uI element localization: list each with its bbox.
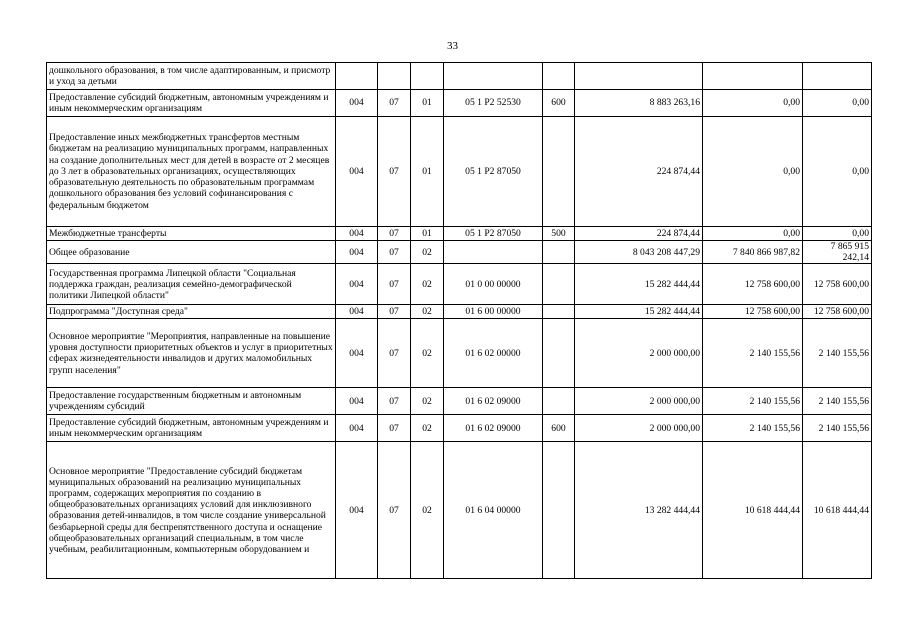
subsection-code: 02: [411, 442, 444, 579]
ministry-code: 004: [336, 117, 378, 227]
ministry-code: 004: [336, 388, 378, 415]
table-row: [47, 319, 872, 388]
amount-year-2: 2 140 155,56: [703, 415, 803, 442]
subsection-code: 02: [411, 305, 444, 319]
section-code: 07: [378, 415, 411, 442]
page-number: 33: [447, 40, 458, 52]
table-row: [47, 305, 872, 319]
section-code: 07: [378, 442, 411, 579]
amount-year-1: [575, 63, 703, 90]
amount-year-2: 7 840 866 987,82: [703, 241, 803, 264]
amount-year-1: 224 874,44: [575, 227, 703, 241]
subsection-code: 02: [411, 388, 444, 415]
amount-year-3: 2 140 155,56: [803, 319, 872, 388]
amount-year-2: [703, 63, 803, 90]
target-article-code: [444, 63, 543, 90]
item-name: Межбюджетные трансферты: [47, 227, 336, 241]
amount-year-3: 2 140 155,56: [803, 415, 872, 442]
expense-type-code: [543, 241, 575, 264]
amount-year-3: 12 758 600,00: [803, 305, 872, 319]
amount-year-1: 15 282 444,44: [575, 264, 703, 305]
table-row: [47, 442, 872, 579]
table-row: [47, 227, 872, 241]
amount-year-2: 10 618 444,44: [703, 442, 803, 579]
table-row: [47, 264, 872, 305]
table-row: [47, 63, 872, 90]
subsection-code: 02: [411, 264, 444, 305]
expense-type-code: [543, 319, 575, 388]
amount-year-3: 10 618 444,44: [803, 442, 872, 579]
expense-type-code: [543, 388, 575, 415]
amount-year-1: 13 282 444,44: [575, 442, 703, 579]
expense-type-code: [543, 305, 575, 319]
amount-year-2: 12 758 600,00: [703, 305, 803, 319]
amount-year-1: 15 282 444,44: [575, 305, 703, 319]
subsection-code: [411, 63, 444, 90]
amount-year-2: 2 140 155,56: [703, 388, 803, 415]
table-row: [47, 388, 872, 415]
expense-type-code: [543, 117, 575, 227]
target-article-code: 01 6 00 00000: [444, 305, 543, 319]
subsection-code: 01: [411, 117, 444, 227]
amount-year-3: 0,00: [803, 117, 872, 227]
amount-year-3: 12 758 600,00: [803, 264, 872, 305]
subsection-code: 02: [411, 241, 444, 264]
section-code: [378, 63, 411, 90]
section-code: 07: [378, 305, 411, 319]
amount-year-1: 8 043 208 447,29: [575, 241, 703, 264]
section-code: 07: [378, 319, 411, 388]
ministry-code: 004: [336, 227, 378, 241]
section-code: 07: [378, 241, 411, 264]
expense-type-code: 600: [543, 415, 575, 442]
expense-type-code: [543, 264, 575, 305]
target-article-code: 05 1 P2 87050: [444, 117, 543, 227]
target-article-code: 01 6 02 00000: [444, 319, 543, 388]
amount-year-3: 0,00: [803, 227, 872, 241]
amount-year-1: 8 883 263,16: [575, 90, 703, 117]
expense-type-code: [543, 63, 575, 90]
expense-type-code: [543, 442, 575, 579]
amount-year-1: 224 874,44: [575, 117, 703, 227]
section-code: 07: [378, 227, 411, 241]
target-article-code: 01 0 00 00000: [444, 264, 543, 305]
expense-type-code: 500: [543, 227, 575, 241]
item-name: дошкольного образования, в том числе адаптированным, и присмотр и уход за детьми: [47, 63, 336, 90]
amount-year-2: 12 758 600,00: [703, 264, 803, 305]
ministry-code: 004: [336, 319, 378, 388]
table-row: [47, 90, 872, 117]
ministry-code: 004: [336, 305, 378, 319]
table-row: [47, 241, 872, 264]
amount-year-3: 7 865 915 242,14: [803, 241, 872, 264]
amount-year-3: 2 140 155,56: [803, 388, 872, 415]
amount-year-2: 0,00: [703, 227, 803, 241]
amount-year-3: [803, 63, 872, 90]
item-name: Предоставление субсидий бюджетным, автономным учреждениям и иным некоммерческим организациям: [47, 415, 336, 442]
item-name: Основное мероприятие "Мероприятия, направленные на повышение уровня доступности приоритетных объектов и услуг в приоритетных сферах жизнедеятельности инвалидов и других маломобильных групп населения": [47, 319, 336, 388]
section-code: 07: [378, 117, 411, 227]
item-name: Предоставление государственным бюджетным и автономным учреждениям субсидий: [47, 388, 336, 415]
table-body: [47, 63, 872, 579]
item-name: Предоставление субсидий бюджетным, автономным учреждениям и иным некоммерческим организациям: [47, 90, 336, 117]
section-code: 07: [378, 264, 411, 305]
target-article-code: 01 6 04 00000: [444, 442, 543, 579]
ministry-code: 004: [336, 90, 378, 117]
amount-year-1: 2 000 000,00: [575, 415, 703, 442]
expense-type-code: 600: [543, 90, 575, 117]
item-name: Основное мероприятие "Предоставление субсидий бюджетам муниципальных образований на реализацию муниципальных программ, содержащих мероприятия по созданию в общеобразовательных организациях условий для инклюзивного образования детей-инвалидов, в том числе создание универсальной безбарьерной среды для беспрепятственного доступа и оснащение общеобразовательных организаций специальным, в том числе учебным, реабилитационным, компьютерным оборудованием и: [47, 442, 336, 579]
target-article-code: 05 1 P2 52530: [444, 90, 543, 117]
item-name: Предоставление иных межбюджетных трансфертов местным бюджетам на реализацию муниципальных программ, направленных на создание дополнительных мест для детей в возрасте от 2 месяцев до 3 лет в образовательных организациях, осуществляющих образовательную деятельность по образовательным программам дошкольного образования без условий софинансирования с федеральным бюджетом: [47, 117, 336, 227]
amount-year-2: 2 140 155,56: [703, 319, 803, 388]
amount-year-2: 0,00: [703, 117, 803, 227]
item-name: Государственная программа Липецкой области "Социальная поддержка граждан, реализация семейно-демографической политики Липецкой области": [47, 264, 336, 305]
amount-year-1: 2 000 000,00: [575, 388, 703, 415]
ministry-code: 004: [336, 264, 378, 305]
amount-year-1: 2 000 000,00: [575, 319, 703, 388]
budget-table: [46, 62, 872, 579]
item-name: Общее образование: [47, 241, 336, 264]
subsection-code: 02: [411, 319, 444, 388]
ministry-code: 004: [336, 241, 378, 264]
target-article-code: 01 6 02 09000: [444, 388, 543, 415]
table-row: [47, 415, 872, 442]
target-article-code: [444, 241, 543, 264]
item-name: Подпрограмма "Доступная среда": [47, 305, 336, 319]
target-article-code: 01 6 02 09000: [444, 415, 543, 442]
section-code: 07: [378, 90, 411, 117]
subsection-code: 01: [411, 227, 444, 241]
amount-year-3: 0,00: [803, 90, 872, 117]
table-row: [47, 117, 872, 227]
ministry-code: [336, 63, 378, 90]
ministry-code: 004: [336, 442, 378, 579]
section-code: 07: [378, 388, 411, 415]
ministry-code: 004: [336, 415, 378, 442]
subsection-code: 01: [411, 90, 444, 117]
subsection-code: 02: [411, 415, 444, 442]
amount-year-2: 0,00: [703, 90, 803, 117]
target-article-code: 05 1 P2 87050: [444, 227, 543, 241]
